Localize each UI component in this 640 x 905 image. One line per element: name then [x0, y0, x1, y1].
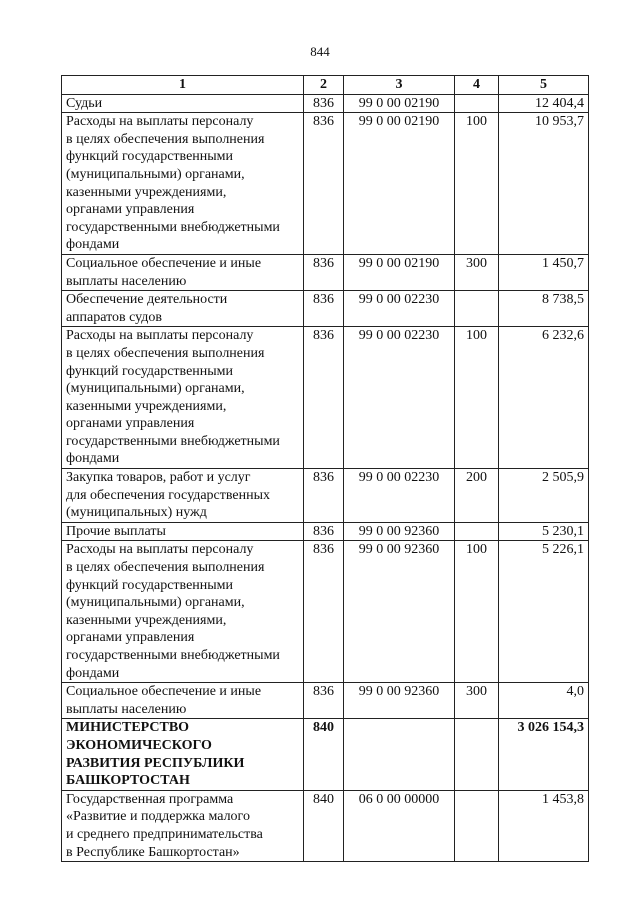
cell-expense-type: 100	[455, 327, 499, 469]
cell-expense-type	[455, 719, 499, 790]
cell-target-article: 99 0 00 02190	[344, 94, 455, 113]
cell-expense-type: 100	[455, 113, 499, 255]
cell-name: Прочие выплаты	[62, 522, 304, 541]
cell-target-article: 99 0 00 02190	[344, 113, 455, 255]
cell-expense-type: 300	[455, 254, 499, 290]
cell-expense-type	[455, 291, 499, 327]
cell-target-article: 99 0 00 02230	[344, 291, 455, 327]
table-body	[62, 94, 589, 862]
cell-amount: 8 738,5	[499, 291, 589, 327]
cell-name: Расходы на выплаты персоналу в целях обеспечения выполнения функций государственными (муниципальными) органами, казенными учреждениями, органами управления государственными внебюджетными фондами	[62, 113, 304, 255]
table-row	[62, 541, 589, 683]
table-row	[62, 94, 589, 113]
cell-code: 836	[304, 254, 344, 290]
cell-code: 836	[304, 327, 344, 469]
cell-name: Социальное обеспечение и иные выплаты населению	[62, 254, 304, 290]
cell-expense-type: 200	[455, 469, 499, 523]
table-row	[62, 683, 589, 719]
cell-amount: 6 232,6	[499, 327, 589, 469]
cell-amount: 5 226,1	[499, 541, 589, 683]
header-col-5: 5	[499, 76, 589, 95]
cell-amount: 1 453,8	[499, 790, 589, 861]
cell-code: 836	[304, 94, 344, 113]
page-number: 844	[310, 44, 330, 59]
cell-target-article	[344, 719, 455, 790]
header-col-3: 3	[344, 76, 455, 95]
table-row	[62, 113, 589, 255]
header-col-4: 4	[455, 76, 499, 95]
table-row	[62, 291, 589, 327]
cell-name: МИНИСТЕРСТВО ЭКОНОМИЧЕСКОГО РАЗВИТИЯ РЕСПУБЛИКИ БАШКОРТОСТАН	[62, 719, 304, 790]
table-row	[62, 254, 589, 290]
cell-code: 840	[304, 790, 344, 861]
header-col-2: 2	[304, 76, 344, 95]
cell-code: 836	[304, 113, 344, 255]
cell-code: 836	[304, 522, 344, 541]
cell-amount: 4,0	[499, 683, 589, 719]
cell-name: Закупка товаров, работ и услуг для обеспечения государственных (муниципальных) нужд	[62, 469, 304, 523]
cell-target-article: 99 0 00 92360	[344, 522, 455, 541]
cell-amount: 3 026 154,3	[499, 719, 589, 790]
cell-code: 836	[304, 683, 344, 719]
cell-name: Судьи	[62, 94, 304, 113]
budget-table	[61, 75, 589, 862]
cell-code: 836	[304, 469, 344, 523]
cell-amount: 5 230,1	[499, 522, 589, 541]
table-row	[62, 469, 589, 523]
cell-target-article: 99 0 00 02230	[344, 327, 455, 469]
cell-name: Обеспечение деятельности аппаратов судов	[62, 291, 304, 327]
cell-amount: 12 404,4	[499, 94, 589, 113]
cell-name: Расходы на выплаты персоналу в целях обеспечения выполнения функций государственными (муниципальными) органами, казенными учреждениями, органами управления государственными внебюджетными фондами	[62, 327, 304, 469]
cell-target-article: 99 0 00 92360	[344, 541, 455, 683]
cell-expense-type	[455, 94, 499, 113]
table-row	[62, 522, 589, 541]
cell-code: 840	[304, 719, 344, 790]
cell-target-article: 06 0 00 00000	[344, 790, 455, 861]
table-header-row	[62, 76, 589, 95]
cell-expense-type	[455, 522, 499, 541]
cell-amount: 2 505,9	[499, 469, 589, 523]
cell-target-article: 99 0 00 02230	[344, 469, 455, 523]
cell-expense-type: 300	[455, 683, 499, 719]
header-col-1: 1	[62, 76, 304, 95]
cell-expense-type	[455, 790, 499, 861]
table-row	[62, 327, 589, 469]
table-row	[62, 790, 589, 861]
table-row	[62, 719, 589, 790]
cell-amount: 10 953,7	[499, 113, 589, 255]
cell-name: Государственная программа «Развитие и поддержка малого и среднего предпринимательства в Республике Башкортостан»	[62, 790, 304, 861]
cell-code: 836	[304, 541, 344, 683]
cell-name: Расходы на выплаты персоналу в целях обеспечения выполнения функций государственными (муниципальными) органами, казенными учреждениями, органами управления государственными внебюджетными фондами	[62, 541, 304, 683]
cell-name: Социальное обеспечение и иные выплаты населению	[62, 683, 304, 719]
cell-target-article: 99 0 00 02190	[344, 254, 455, 290]
cell-code: 836	[304, 291, 344, 327]
cell-amount: 1 450,7	[499, 254, 589, 290]
cell-target-article: 99 0 00 92360	[344, 683, 455, 719]
cell-expense-type: 100	[455, 541, 499, 683]
